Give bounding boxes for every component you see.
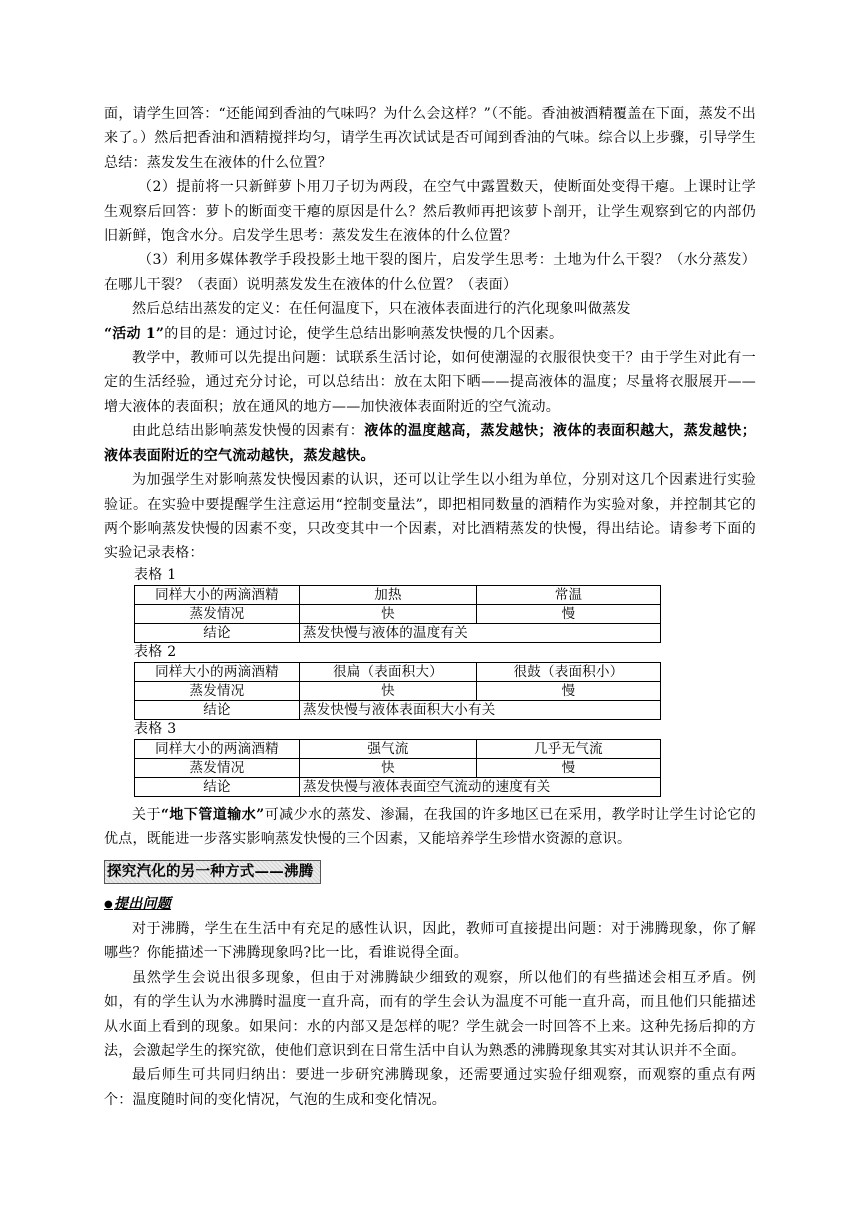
- paragraph-underground-pipe: [104, 803, 756, 852]
- table-row: [135, 739, 661, 758]
- table-cell: 慢: [477, 758, 661, 777]
- record-table-3: [134, 739, 661, 797]
- table-cell: 结论: [135, 623, 300, 642]
- table-cell: 结论: [135, 700, 300, 719]
- table-cell: 加热: [300, 585, 477, 604]
- paragraph-boiling-conclusion: 最后师生可共同归纳出：要进一步研究沸腾现象，还需要通过实验仔细观察，而观察的重点有两个：温度随时间的变化情况，气泡的生成和变化情况。: [104, 1067, 756, 1108]
- table-row: [135, 700, 661, 719]
- paragraph-fragrance: 面，请学生回答：“还能闻到香油的气味吗？为什么会这样？”（不能。香油被酒精覆盖在下面，蒸发不出来了。）然后把香油和酒精搅拌均匀，请学生再次试试是否可闻到香油的气味。综合以上步骤，引导学生总结：蒸发发生在液体的什么位置？: [104, 106, 756, 171]
- section-title-boiling: 探究汽化的另一种方式——沸腾: [104, 860, 321, 884]
- paragraph-experiment: 为加强学生对影响蒸发快慢因素的认识，还可以让学生以小组为单位，分别对这几个因素进行实验验证。在实验中要提醒学生注意运用“控制变量法”，即把相同数量的酒精作为实验对象，并控制其它的两个影响蒸发快慢的因素不变，只改变其中一个因素，对比酒精蒸发的快慢，得出结论。请参考下面的实验记录表格：: [104, 472, 756, 562]
- subheading-ask-question: [104, 892, 756, 917]
- pipe-text: 可减少水的蒸发、渗漏，在我国的许多地区已在采用，教学时让学生讨论它的优点，既能进一步落实影响蒸发快慢的三个因素，又能培养学生珍惜水资源的意识。: [104, 806, 757, 848]
- table-cell: 同样大小的两滴酒精: [135, 585, 300, 604]
- pipe-lead: 关于: [132, 806, 161, 823]
- table-row: [135, 777, 661, 796]
- table-cell: 蒸发情况: [135, 758, 300, 777]
- table-cell: 蒸发快慢与液体的温度有关: [300, 623, 661, 642]
- document-body: [104, 102, 756, 1112]
- table-cell: 慢: [477, 681, 661, 700]
- table-row: [135, 662, 661, 681]
- table-cell: 蒸发快慢与液体表面积大小有关: [300, 700, 661, 719]
- activity-1-text: 的目的是：通过讨论，使学生总结出影响蒸发快慢的几个因素。: [164, 325, 564, 342]
- paragraph-evaporation-definition: 然后总结出蒸发的定义：在任何温度下，只在液体表面进行的汽化现象叫做蒸发: [132, 301, 631, 318]
- table-3-caption: 表格 3: [134, 720, 177, 737]
- table-cell: 快: [300, 758, 477, 777]
- table-cell: 结论: [135, 777, 300, 796]
- table-cell: 快: [300, 604, 477, 623]
- paragraph-wet-clothes: 教学中，教师可以先提出问题：试联系生活讨论，如何使潮湿的衣服很快变干？由于学生对此有一定的生活经验，通过充分讨论，可以总结出：放在太阳下晒——提高液体的温度；尽量将衣服展开——增大液体的表面积；放在通风的地方——加快液体表面附近的空气流动。: [104, 350, 756, 415]
- table-cell: 蒸发快慢与液体表面空气流动的速度有关: [300, 777, 661, 796]
- subheading-text: 提出问题: [113, 895, 171, 912]
- table-cell: 蒸发情况: [135, 681, 300, 700]
- table-cell: 快: [300, 681, 477, 700]
- table-cell: 很扁（表面积大）: [300, 662, 477, 681]
- table-row: [135, 604, 661, 623]
- table-cell: 常温: [477, 585, 661, 604]
- pipe-bold: “地下管道输水”: [160, 806, 265, 823]
- table-row: [135, 623, 661, 642]
- table-cell: 同样大小的两滴酒精: [135, 739, 300, 758]
- table-cell: 蒸发情况: [135, 604, 300, 623]
- table-row: [135, 681, 661, 700]
- table-cell: 几乎无气流: [477, 739, 661, 758]
- table-cell: 强气流: [300, 739, 477, 758]
- table-row: [135, 585, 661, 604]
- table-cell: 很鼓（表面积小）: [477, 662, 661, 681]
- activity-1-label: “活动 1”: [104, 325, 165, 342]
- table-row: [135, 758, 661, 777]
- paragraph-boiling-question: 对于沸腾，学生在生活中有充足的感性认识，因此，教师可直接提出问题：对于沸腾现象，你了解哪些？你能描述一下沸腾现象吗?比一比，看谁说得全面。: [104, 920, 756, 962]
- record-table-2: [134, 662, 661, 720]
- table-cell: 慢: [477, 604, 661, 623]
- table-cell: 同样大小的两滴酒精: [135, 662, 300, 681]
- bullet-icon: ●: [104, 898, 113, 910]
- table-2-caption: 表格 2: [134, 643, 177, 660]
- paragraph-boiling-discussion: 虽然学生会说出很多现象，但由于对沸腾缺少细致的观察，所以他们的有些描述会相互矛盾。例如，有的学生认为水沸腾时温度一直升高，而有的学生会认为温度不可能一直升高，而且他们只能描述从水面上看到的现象。如果问：水的内部又是怎样的呢？学生就会一时回答不上来。这种先扬后抑的方法，会激起学生的探究欲，使他们意识到在日常生活中自认为熟悉的沸腾现象其实对其认识并不全面。: [104, 969, 756, 1059]
- paragraph-factors-summary: [104, 419, 756, 468]
- paragraph-cracked-soil: （3）利用多媒体教学手段投影土地干裂的图片，启发学生思考：土地为什么干裂？（水分蒸发）在哪儿干裂？（表面）说明蒸发发生在液体的什么位置？（表面）: [104, 252, 756, 293]
- table-1-caption: 表格 1: [134, 566, 177, 583]
- record-table-1: [134, 585, 661, 643]
- factors-lead: 由此总结出影响蒸发快慢的因素有：: [132, 423, 365, 440]
- paragraph-radish: （2）提前将一只新鲜萝卜用刀子切为两段，在空气中露置数天，使断面处变得干瘪。上课时让学生观察后回答：萝卜的断面变干瘪的原因是什么？然后教师再把该萝卜剖开，让学生观察到它的内部仍旧新鲜，饱含水分。启发学生思考：蒸发发生在液体的什么位置？: [104, 179, 756, 245]
- factors-bold: 液体的温度越高，蒸发越快；液体的表面积越大，蒸发越快；液体表面附近的空气流动越快，蒸发越快。: [104, 423, 757, 464]
- paragraph-activity-1: [104, 322, 756, 346]
